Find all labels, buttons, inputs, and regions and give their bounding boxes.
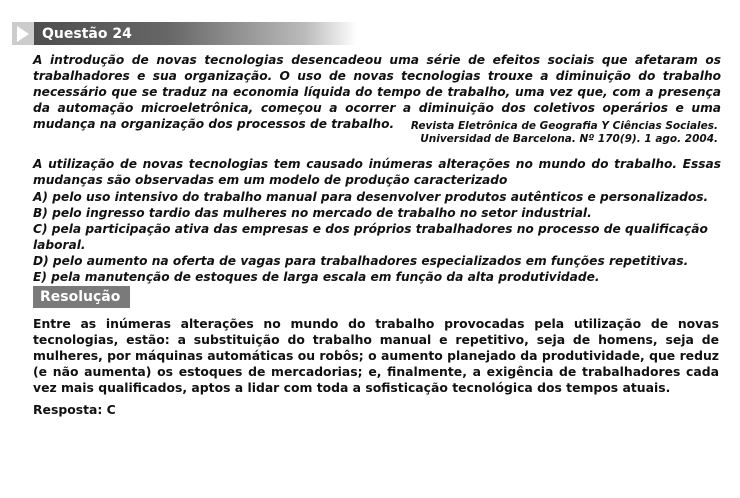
option-e[interactable]: E) pela manutenção de estoques de larga escala em função da alta produtividade. bbox=[33, 270, 600, 284]
source-citation bbox=[411, 120, 718, 146]
source-line: Revista Eletrônica de Geografia Y Ciências Sociales. bbox=[410, 120, 718, 132]
source-line: Universidad de Barcelona. Nº 170(9). 1 ago. 2004. bbox=[420, 133, 718, 145]
option-d[interactable]: D) pelo aumento na oferta de vagas para trabalhadores especializados em funções repetitivas. bbox=[33, 254, 689, 268]
resolution-text: Entre as inúmeras alterações no mundo do trabalho provocadas pela utilização de novas tecnologias, estão: a substituição do trabalho manual e repetitivo, seja de homens, seja de mulheres, por máquinas automáticas ou robôs; o aumento planejado da produtividade, que reduz (e não aumenta) os estoques de mercadorias; e, finalmente, a exigência de trabalhadores cada vez mais qualificados, aptos a lidar com toda a sofisticação tecnológica dos tempos atuais. bbox=[33, 316, 719, 395]
question-title: Questão 24 bbox=[42, 25, 132, 42]
option-a[interactable]: A) pelo uso intensivo do trabalho manual para desenvolver produtos autênticos e personalizados. bbox=[33, 190, 709, 204]
passage: A introdução de novas tecnologias desencadeou uma série de efeitos sociais que afetaram os trabalhadores e sua organização. O uso de novas tecnologias trouxe a diminuição do trabalho necessário que se traduz na economia líquida do tempo de trabalho, uma vez que, com a presença da automação microeletrônica, começou a ocorrer a diminuição dos coletivos operários e uma mudança na organização dos processos de trabalho. bbox=[33, 53, 721, 131]
answer: Resposta: C bbox=[33, 402, 116, 417]
resolution-header: Resolução bbox=[33, 286, 130, 308]
option-b[interactable]: B) pelo ingresso tardio das mulheres no mercado de trabalho no setor industrial. bbox=[33, 206, 592, 220]
play-triangle-icon bbox=[12, 22, 34, 45]
option-c[interactable]: C) pela participação ativa das empresas e dos próprios trabalhadores no processo de qualificação laboral. bbox=[33, 222, 708, 252]
options-list bbox=[33, 189, 721, 285]
question-header bbox=[12, 22, 357, 45]
question-stem: A utilização de novas tecnologias tem causado inúmeras alterações no mundo do trabalho. Essas mudanças são observadas em um modelo de produção caracterizado bbox=[33, 157, 721, 187]
